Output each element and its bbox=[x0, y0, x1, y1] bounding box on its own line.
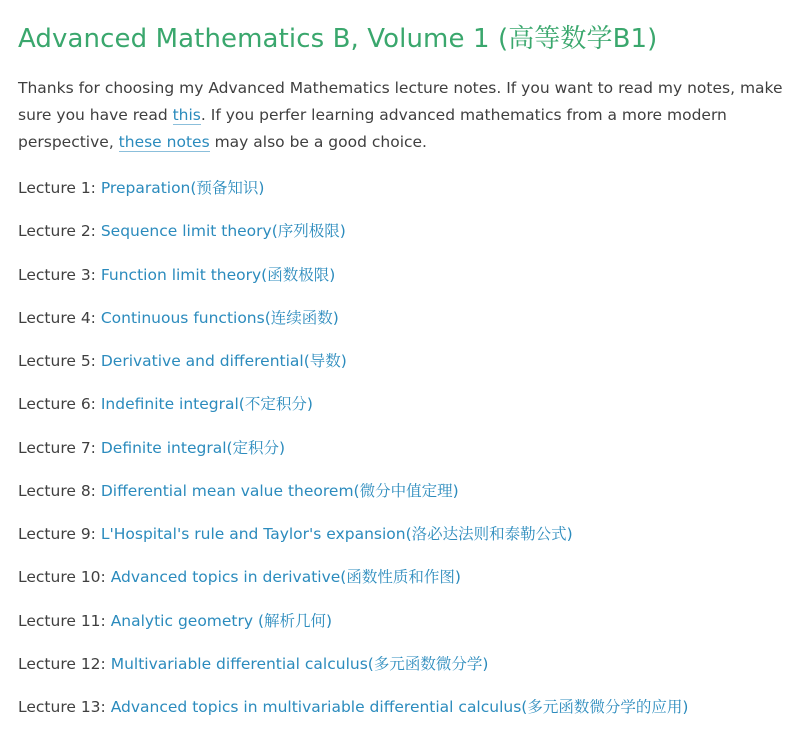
lecture-link[interactable]: Definite integral(定积分) bbox=[100, 438, 286, 457]
list-item bbox=[18, 480, 784, 503]
intro-text-part-3: may also be a good choice. bbox=[209, 132, 427, 151]
list-item bbox=[18, 177, 784, 200]
lecture-label: Lecture 7: bbox=[18, 438, 96, 457]
lecture-list bbox=[18, 177, 784, 719]
lecture-link[interactable]: Derivative and differential(导数) bbox=[100, 352, 347, 371]
lecture-label: Lecture 13: bbox=[18, 698, 106, 717]
lecture-label: Lecture 2: bbox=[18, 222, 96, 241]
lecture-label: Lecture 8: bbox=[18, 481, 96, 500]
intro-text-part-2: . If you perfer learning advanced mathematics from a more modern perspective, bbox=[18, 105, 727, 151]
lecture-link[interactable]: Analytic geometry (解析几何) bbox=[110, 611, 333, 630]
lecture-link[interactable]: Preparation(预备知识) bbox=[100, 179, 265, 198]
lecture-label: Lecture 10: bbox=[18, 568, 106, 587]
list-item bbox=[18, 566, 784, 589]
lecture-link[interactable]: Sequence limit theory(序列极限) bbox=[100, 222, 346, 241]
lecture-label: Lecture 6: bbox=[18, 395, 96, 414]
lecture-link[interactable]: L'Hospital's rule and Taylor's expansion(洛必达法则和泰勒公式) bbox=[100, 525, 573, 544]
list-item bbox=[18, 393, 784, 416]
list-item bbox=[18, 437, 784, 460]
list-item bbox=[18, 610, 784, 633]
list-item bbox=[18, 264, 784, 287]
intro-paragraph bbox=[18, 75, 784, 155]
lecture-link[interactable]: Advanced topics in derivative(函数性质和作图) bbox=[110, 568, 461, 587]
lecture-link[interactable]: Advanced topics in multivariable differential calculus(多元函数微分学的应用) bbox=[110, 698, 689, 717]
lecture-label: Lecture 1: bbox=[18, 179, 96, 198]
lecture-link[interactable]: Continuous functions(连续函数) bbox=[100, 308, 339, 327]
list-item bbox=[18, 653, 784, 676]
lecture-link[interactable]: Differential mean value theorem(微分中值定理) bbox=[100, 481, 459, 500]
lecture-label: Lecture 5: bbox=[18, 352, 96, 371]
lecture-label: Lecture 11: bbox=[18, 611, 106, 630]
lecture-label: Lecture 9: bbox=[18, 525, 96, 544]
lecture-label: Lecture 3: bbox=[18, 265, 96, 284]
lecture-link[interactable]: Multivariable differential calculus(多元函数微分学) bbox=[110, 654, 489, 673]
list-item bbox=[18, 523, 784, 546]
list-item bbox=[18, 307, 784, 330]
lecture-link[interactable]: Function limit theory(函数极限) bbox=[100, 265, 336, 284]
intro-text-part-1: Thanks for choosing my Advanced Mathematics lecture notes. If you want to read my notes, make sure you have read bbox=[18, 79, 783, 124]
lecture-link[interactable]: Indefinite integral(不定积分) bbox=[100, 395, 313, 414]
list-item bbox=[18, 350, 784, 373]
lecture-label: Lecture 4: bbox=[18, 308, 96, 327]
intro-link-these-notes[interactable]: these notes bbox=[118, 132, 210, 151]
list-item bbox=[18, 220, 784, 243]
page-title: Advanced Mathematics B, Volume 1 (高等数学B1) bbox=[18, 24, 658, 54]
list-item bbox=[18, 696, 784, 719]
intro-link-this[interactable]: this bbox=[172, 105, 201, 124]
lecture-label: Lecture 12: bbox=[18, 654, 106, 673]
